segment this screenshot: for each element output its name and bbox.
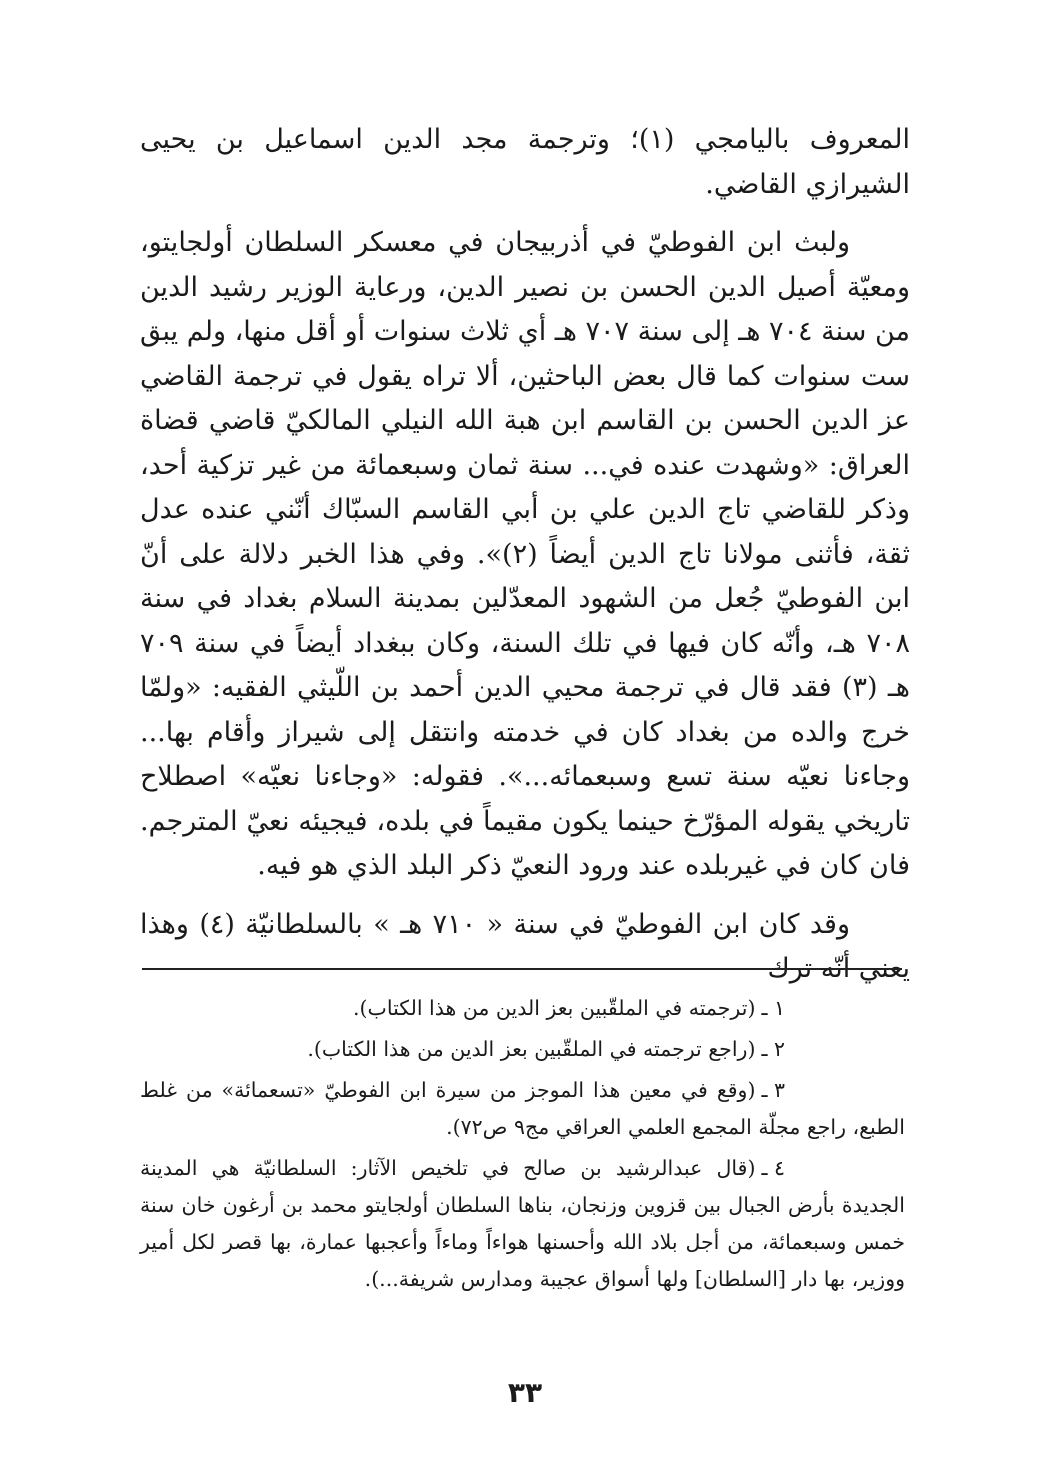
footnote-text: (وقع في معين هذا الموجز من سيرة ابن الفوطيّ «تسعمائة» من غلط الطبع، راجع مجلّة المجمع العلمي العراقي مج٩ ص٧٢). bbox=[140, 1078, 905, 1139]
footnotes bbox=[140, 990, 905, 1302]
footnote-text: (راجع ترجمته في الملقّبين بعز الدين من هذا الكتاب). bbox=[307, 1037, 756, 1061]
footnote-text: (قال عبدالرشيد بن صالح في تلخيص الآثار: السلطانيّة هي المدينة الجديدة بأرض الجبال بين قزوين وزنجان، بناها السلطان أولجايتو محمد بن أرغون خان سنة خمس وسبعمائة، من أجل بلاد الله وأحسنها هواءاً وماءاً وأعجبها عمارة، بها قصر لكل أمير ووزير، بها دار [السلطان] ولها أسواق عجيبة ومدارس شريفة...). bbox=[140, 1156, 905, 1291]
footnote-4 bbox=[140, 1150, 905, 1298]
paragraph-2: ولبث ابن الفوطيّ في أذربيجان في معسكر السلطان أولجايتو، ومعيّة أصيل الدين الحسن بن نصير الدين، ورعاية الوزير رشيد الدين من سنة ٧٠٤ هـ إلى سنة ٧٠٧ هـ أي ثلاث سنوات أو أقل منها، ولم يبق ست سنوات كما قال بعض الباحثين، ألا تراه يقول في ترجمة القاضي عز الدين الحسن بن القاسم ابن هبة الله النيلي المالكيّ قاضي قضاة العراق: «وشهدت عنده في... سنة ثمان وسبعمائة من غير تزكية أحد، وذكر للقاضي تاج الدين علي بن أبي القاسم السبّاك أنّني عنده عدل ثقة، فأثنى مولانا تاج الدين أيضاً (٢)». وفي هذا الخبر دلالة على أنّ ابن الفوطيّ جُعل من الشهود المعدّلين بمدينة السلام بغداد في سنة ٧٠٨ هـ، وأنّه كان فيها في تلك السنة، وكان ببغداد أيضاً في سنة ٧٠٩ هـ (٣) فقد قال في ترجمة محيي الدين أحمد بن اللّيثي الفقيه: «ولمّا خرج والده من بغداد كان في خدمته وانتقل إلى شيراز وأقام بها... وجاءنا نعيّه سنة تسع وسبعمائه...». فقوله: «وجاءنا نعيّه» اصطلاح تاريخي يقوله المؤرّخ حينما يكون مقيماً في بلده، فيجيئه نعيّ المترجم. فان كان في غيربلده عند ورود النعيّ ذكر البلد الذي هو فيه. bbox=[140, 227, 910, 881]
paragraph-1: المعروف باليامجي (١)؛ وترجمة مجد الدين اسماعيل بن يحيى الشيرازي القاضي. bbox=[140, 124, 910, 200]
page-number: ٣٣ bbox=[507, 1376, 543, 1409]
paragraph-3: وقد كان ابن الفوطيّ في سنة « ٧١٠ هـ » بالسلطانيّة (٤) وهذا يعني أنّه ترك bbox=[140, 908, 910, 984]
footnote-3 bbox=[140, 1072, 905, 1146]
footnote-1 bbox=[140, 990, 905, 1027]
footnote-number: ١ ـ bbox=[761, 996, 785, 1020]
footnote-separator bbox=[142, 968, 902, 970]
footnote-number: ٣ ـ bbox=[761, 1078, 785, 1102]
footnote-2 bbox=[140, 1031, 905, 1068]
footnote-text: (ترجمته في الملقّبين بعز الدين من هذا الكتاب). bbox=[353, 996, 756, 1020]
main-text bbox=[140, 118, 910, 992]
footnote-number: ٤ ـ bbox=[761, 1156, 785, 1180]
footnote-number: ٢ ـ bbox=[761, 1037, 785, 1061]
